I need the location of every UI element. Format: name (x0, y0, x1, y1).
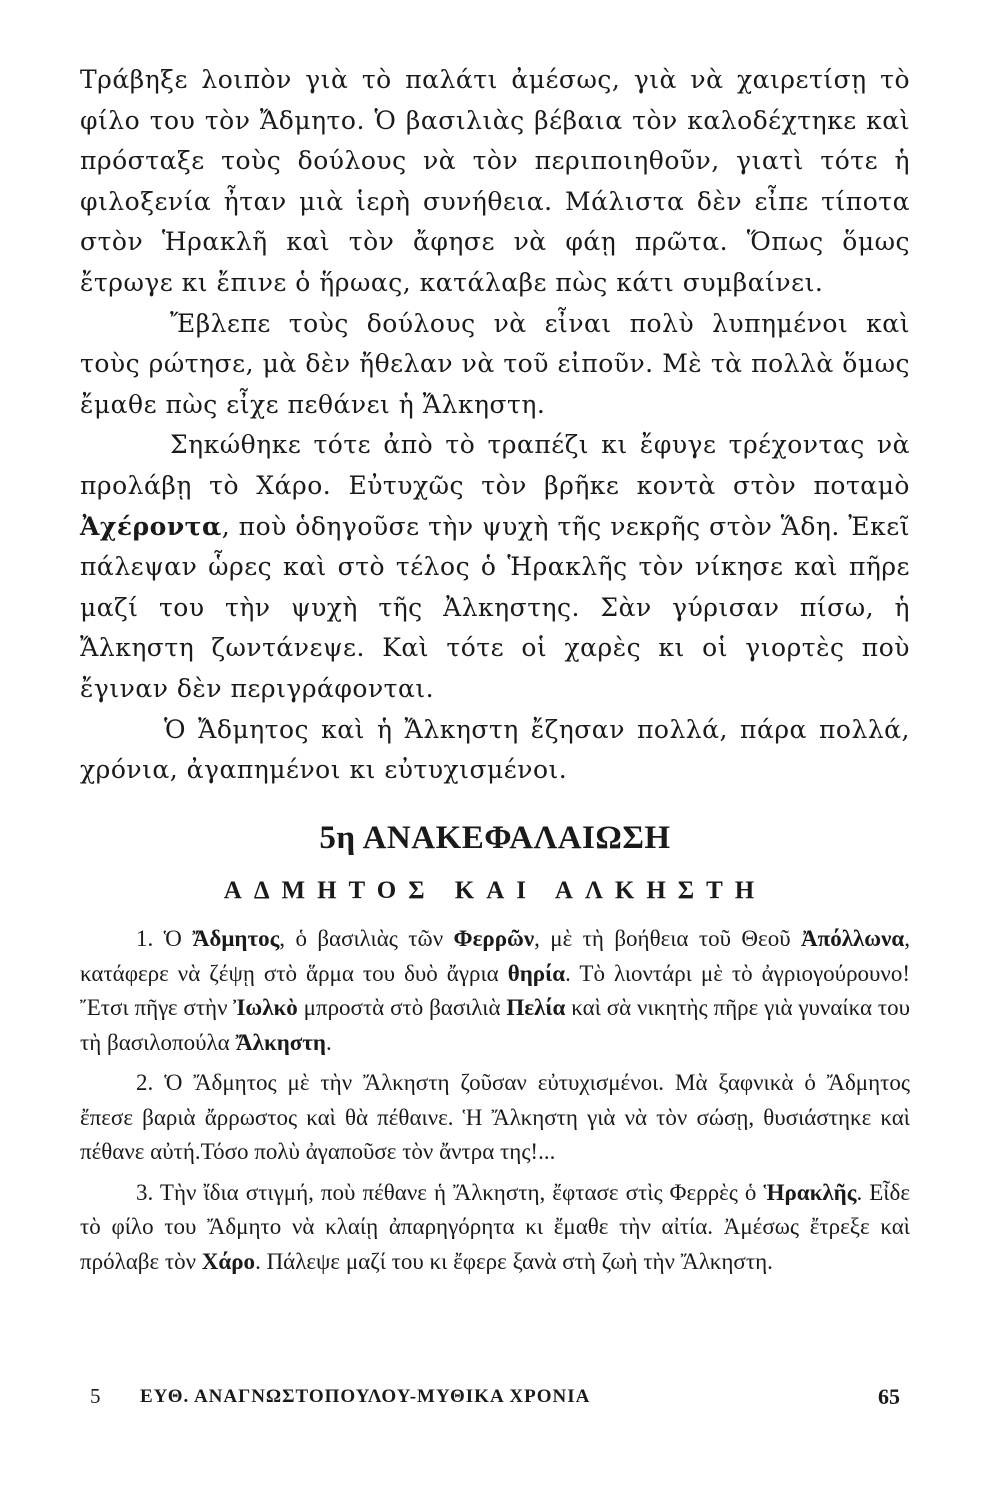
summary-item: 2. Ὁ Ἄδμητος μὲ τὴν Ἄλκηστη ζοῦσαν εὐτυχισμένοι. Μὰ ξαφνικὰ ὁ Ἄδμητος ἔπεσε βαριὰ ἄρρωστος καὶ θὰ πέθαινε. Ἡ Ἄλκηστη γιὰ νὰ τὸν σώσῃ, θυσιάστηκε καὶ πέθανε αὐτή.Τόσο πολὺ ἀγαποῦσε τὸν ἄντρα της!... (80, 1070, 910, 1164)
story-bold-term: Ἀχέροντα (80, 511, 222, 541)
summary-bold-term: Ἀπόλλωνα (801, 926, 905, 951)
summary-bold-term: Χάρο (201, 1248, 256, 1274)
summary-bold-term: Ἄδμητος (192, 926, 280, 951)
summary-item (80, 1176, 910, 1280)
story-paragraph: Ἔβλεπε τοὺς δούλους νὰ εἶναι πολὺ λυπημένοι καὶ τοὺς ρώτησε, μὰ δὲν ἤθελαν νὰ τοῦ εἰποῦν. Μὲ τὰ πολλὰ ὅμως ἔμαθε πὼς εἶχε πεθάνει ἡ Ἄλκηστη. (80, 308, 910, 419)
summary-text: 3. Τὴν ἴδια στιγμή, ποὺ πέθανε ἡ Ἄλκηστη, ἔφτασε στὶς Φερρὲς ὁ (136, 1179, 764, 1205)
summary-text: . Εἶδε τὸ φίλο του Ἄδμητο νὰ κλαίῃ ἀπαρηγόρητα κι ἔμαθε τὴν αἰτία. Ἀμέσως ἔτρεξε καὶ πρόλαβε τὸν (80, 1179, 910, 1274)
page-number: 65 (878, 1384, 900, 1409)
summary-text: , κατάφερε νὰ ζέψῃ στὸ ἅρμα του δυὸ ἄγρια (80, 926, 910, 986)
story-paragraph: Ὁ Ἄδμητος καὶ ἡ Ἄλκηστη ἔζησαν πολλά, πάρα πολλά, χρόνια, ἀγαπημένοι κι εὐτυχισμένοι. (80, 714, 910, 785)
summary-heading: 5η ΑΝΑΚΕΦΑΛΑΙΩΣΗ (319, 820, 671, 856)
summary-section (80, 922, 910, 1285)
summary-text: , μὲ τὴ βοήθεια τοῦ Θεοῦ (534, 926, 801, 951)
page-footer (90, 1384, 900, 1416)
summary-text: 1. Ὁ (136, 926, 193, 951)
footer-title: ΕΥΘ. ΑΝΑΓΝΩΣΤΟΠΟΥΛΟΥ-ΜΥΘΙΚΑ ΧΡΟΝΙΑ (140, 1386, 591, 1407)
story-text-run: Σηκώθηκε τότε ἀπὸ τὸ τραπέζι κι ἔφυγε τρέχοντας νὰ προλάβῃ τὸ Χάρο. Εὐτυχῶς τὸν βρῆκε κοντὰ στὸν ποταμὸ (80, 430, 910, 500)
story-paragraph (80, 425, 910, 709)
summary-bold-term: Φερρῶν (453, 926, 535, 951)
signature-mark: 5 (90, 1384, 101, 1408)
summary-text: καὶ σὰ νικητὴς πῆρε γιὰ γυναίκα του τὴ βασιλοπούλα (80, 995, 910, 1055)
summary-text: , ὁ βασιλιὰς τῶν (279, 926, 454, 951)
summary-bold-term: Πελία (506, 995, 566, 1020)
summary-bold-term: Ἰωλκὸ (233, 995, 298, 1020)
summary-item (80, 922, 910, 1060)
summary-text: μπροστὰ στὸ βασιλιὰ (297, 995, 507, 1020)
story-text (80, 60, 910, 791)
summary-text: . Πάλεψε μαζί του κι ἔφερε ξανὰ στὴ ζωὴ τὴν Ἄλκηστη. (255, 1248, 773, 1274)
summary-bold-term: θηρία (507, 960, 566, 986)
summary-bold-term: Ἡρακλῆς (763, 1179, 857, 1205)
summary-subheading: ΑΔΜΗΤΟΣ ΚΑΙ ΑΛΚΗΣΤΗ (223, 877, 767, 904)
summary-text: . Τὸ λιοντάρι μὲ τὸ ἀγριογούρουνο! Ἔτσι πῆγε στὴν (80, 960, 910, 1020)
summary-bold-term: Ἄλκηστη (235, 1029, 326, 1055)
story-text-run: , ποὺ ὁδηγοῦσε τὴν ψυχὴ τῆς νεκρῆς στὸν Ἅδη. Ἐκεῖ πάλεψαν ὧρες καὶ στὸ τέλος ὁ Ἡρακλῆς τὸν νίκησε καὶ πῆρε μαζί του τὴν ψυχὴ τῆς Ἀλκηστης. Σὰν γύρισαν πίσω, ἡ Ἄλκηστη ζωντάνεψε. Καὶ τότε οἱ χαρὲς κι οἱ γιορτὲς ποὺ ἔγιναν δὲν περιγράφονται. (80, 511, 910, 703)
story-paragraph: Τράβηξε λοιπὸν γιὰ τὸ παλάτι ἀμέσως, γιὰ νὰ χαιρετίσῃ τὸ φίλο του τὸν Ἄδμητο. Ὁ βασιλιὰς βέβαια τὸν καλοδέχτηκε καὶ πρόσταξε τοὺς δούλους νὰ τὸν περιποιηθοῦν, γιατὶ τότε ἡ φιλοξενία ἦταν μιὰ ἱερὴ συνήθεια. Μάλιστα δὲν εἶπε τίποτα στὸν Ἡρακλῆ καὶ τὸν ἄφησε νὰ φάῃ πρῶτα. Ὅπως ὅμως ἔτρωγε κι ἔπινε ὁ ἥρωας, κατάλαβε πὼς κάτι συμβαίνει. (80, 65, 910, 297)
summary-text: . (325, 1029, 332, 1055)
